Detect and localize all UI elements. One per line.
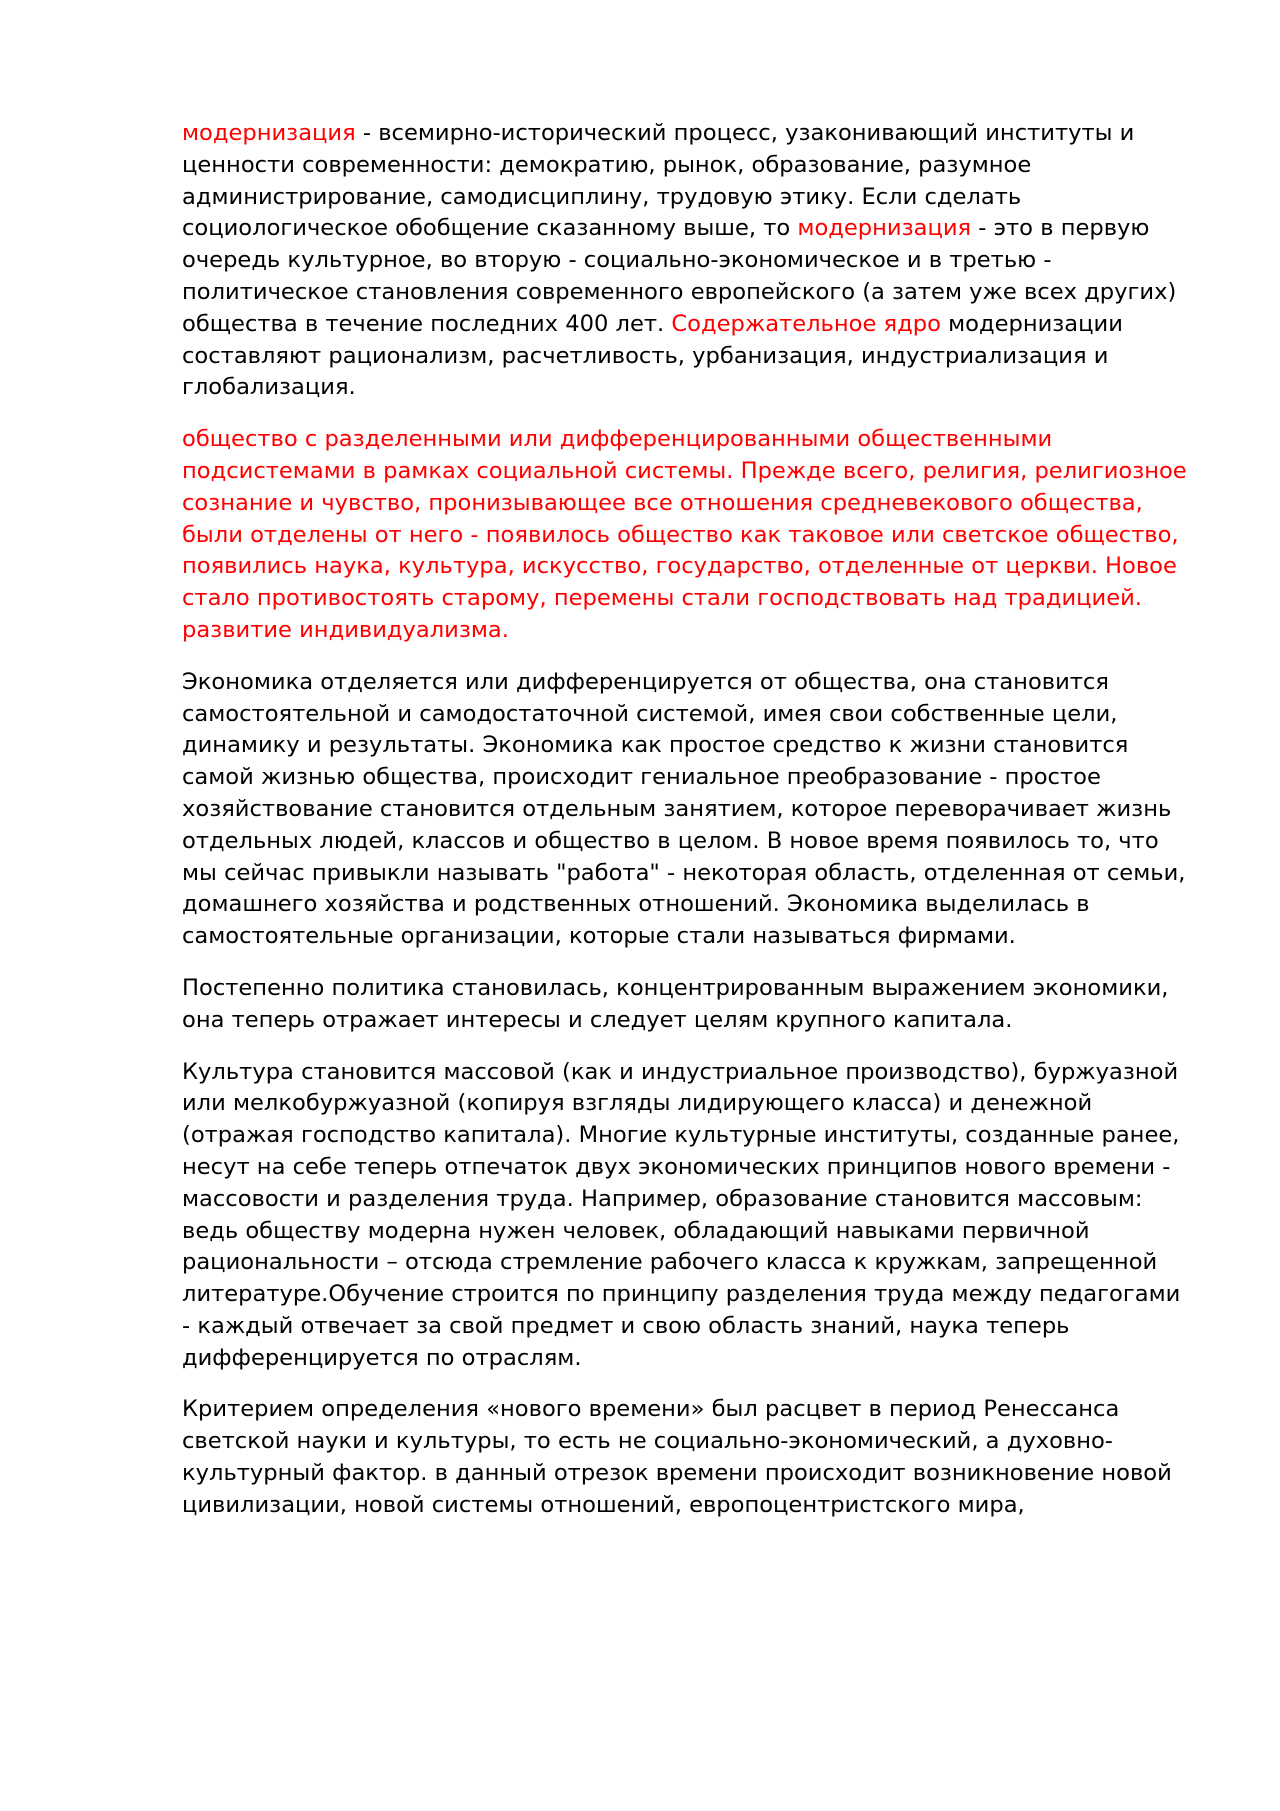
highlighted-text-run: общество с разделенными или дифференцированными общественными подсистемами в рамках социальной системы. Прежде всего, религия, религиозное сознание и чувство, пронизывающее все отношения средневекового общества, были отделены от него - появилось общество как таковое или светское общество, появились наука, культура, искусство, государство, отделенные от церкви. Новое стало противостоять старому, перемены стали господствовать над традицией. развитие индивидуализма. — [182, 426, 1187, 643]
term-content-core: Содержательное ядро — [671, 310, 941, 337]
text-run: Постепенно политика становилась, концентрированным выражением экономики, она теперь отражает интересы и следует целям крупного капитала. — [182, 974, 1169, 1033]
text-run: - всемирно-исторический процесс, узаконивающий институты и ценности современности: демократию, рынок, образование, разумное администрирование, самодисциплину, трудовую этику. Если сделать социологическое обобщение сказанному выше, то — [182, 120, 1135, 242]
paragraph-politics — [182, 973, 1192, 1037]
document-body — [182, 118, 1192, 1542]
term-modernization: модернизация — [797, 215, 972, 242]
text-run: Критерием определения «нового времени» был расцвет в период Ренессанса светской науки и культуры, то есть не социально-экономический, а духовно-культурный фактор. в данный отрезок времени происходит возникновение новой цивилизации, новой системы отношений, европоцентристского мира, — [182, 1396, 1172, 1518]
paragraph-differentiated-society — [182, 424, 1192, 647]
paragraph-economy — [182, 667, 1192, 953]
text-run: Культура становится массовой (как и индустриальное производство), буржуазной или мелкобуржуазной (копируя взгляды лидирующего класса) и денежной (отражая господство капитала). Многие культурные институты, созданные ранее, несут на себе теперь отпечаток двух экономических принципов нового времени - массовости и разделения труда. Например, образование становится массовым: ведь обществу модерна нужен человек, обладающий навыками первичной рациональности – отсюда стремление рабочего класса к кружкам, запрещенной литературе.Обучение строится по принципу разделения труда между педагогами - каждый отвечает за свой предмет и свою область знаний, наука теперь дифференцируется по отраслям. — [182, 1058, 1181, 1371]
term-modernization: модернизация — [182, 120, 356, 146]
text-run: модернизации составляют рационализм, расчетливость, урбанизация, индустриализация и глобализация. — [182, 310, 1123, 401]
text-run: - это в первую очередь культурное, во вторую - социально-экономическое и в третью - политическое становления современного европейского (а затем уже всех других) общества в течение последних 400 лет. — [182, 215, 1177, 337]
text-run: Экономика отделяется или дифференцируется от общества, она становится самостоятельной и самодостаточной системой, имея свои собственные цели, динамику и результаты. Экономика как простое средство к жизни становится самой жизнью общества, происходит гениальное преобразование - простое хозяйствование становится отдельным занятием, которое переворачивает жизнь отдельных людей, классов и общество в целом. В новое время появилось то, что мы сейчас привыкли называть "работа" - некоторая область, отделенная от семьи, домашнего хозяйства и родственных отношений. Экономика выделилась в самостоятельные организации, которые стали называться фирмами. — [182, 668, 1186, 950]
paragraph-modernization-definition — [182, 118, 1192, 404]
paragraph-culture — [182, 1057, 1192, 1375]
paragraph-new-time-criterion — [182, 1394, 1192, 1521]
